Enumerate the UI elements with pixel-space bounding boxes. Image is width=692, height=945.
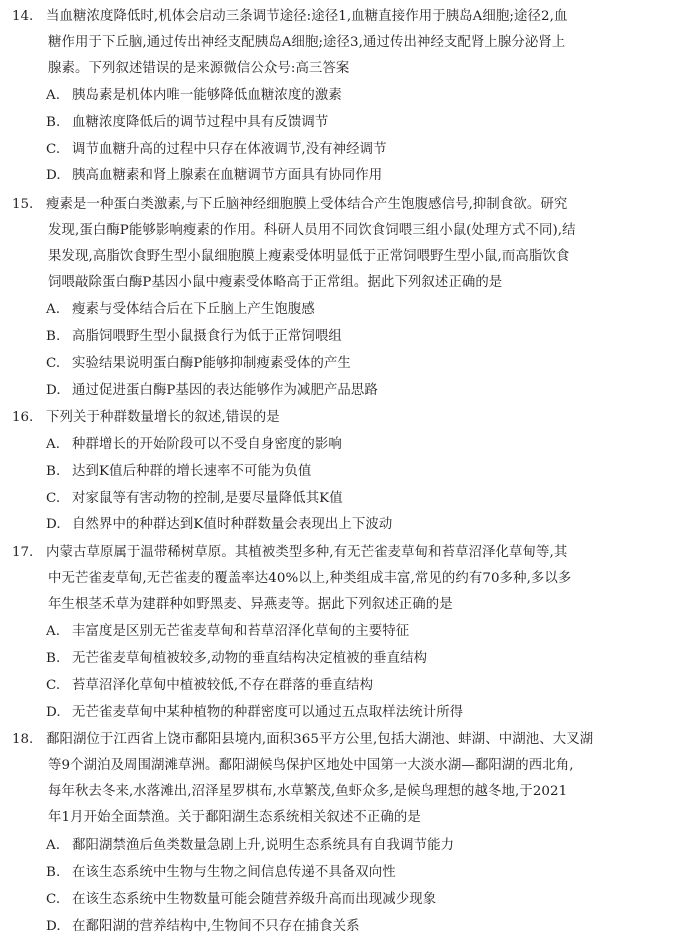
option-text: 丰富度是区别无芒雀麦草甸和苔草沼泽化草甸的主要特征 — [72, 624, 410, 639]
option-letter: D. — [46, 705, 61, 720]
option-letter: C. — [46, 892, 61, 907]
option-c — [46, 890, 436, 910]
option-a — [46, 622, 409, 642]
option-text: 在该生态系统中生物数量可能会随营养级升高而出现减少现象 — [72, 892, 437, 907]
option-letter: A. — [46, 302, 61, 317]
option-a — [46, 836, 454, 856]
option-letter: D. — [46, 517, 61, 532]
option-text: 对家鼠等有害动物的控制,是要尽量降低其K值 — [72, 491, 343, 506]
question-number: 14. — [12, 9, 34, 24]
question-stem-line: 鄱阳湖位于江西省上饶市鄱阳县境内,面积365平方公里,包括大湖池、蚌湖、中湖池、大叉湖 — [46, 732, 594, 747]
question-stem-line: 中无芒雀麦草甸,无芒雀麦的覆盖率达40%以上,种类组成丰富,常见的约有70多种,多以多 — [48, 571, 572, 586]
option-b — [46, 649, 427, 669]
question-stem-line: 当血糖浓度降低时,机体会启动三条调节途径:途径1,血糖直接作用于胰岛A细胞;途径2,血 — [46, 9, 568, 24]
option-letter: D. — [46, 919, 61, 934]
option-letter: B. — [46, 464, 61, 479]
question-number: 18. — [12, 732, 34, 747]
option-c — [46, 489, 343, 509]
option-b — [46, 462, 311, 482]
question-stem-line: 下列关于种群数量增长的叙述,错误的是 — [46, 410, 280, 425]
option-letter: C. — [46, 678, 61, 693]
option-letter: D. — [46, 383, 61, 398]
question-stem-line: 糖作用于下丘脑,通过传出神经支配胰岛A细胞;途径3,通过传出神经支配肾上腺分泌肾上 — [48, 35, 566, 50]
option-text: 胰高血糖素和肾上腺素在血糖调节方面具有协同作用 — [72, 168, 383, 183]
option-letter: C. — [46, 356, 61, 371]
option-letter: C. — [46, 142, 61, 157]
option-a — [46, 86, 342, 106]
option-a — [46, 300, 315, 320]
option-text: 苔草沼泽化草甸中植被较低,不存在群落的垂直结构 — [72, 678, 374, 693]
question-stem-line: 年生根茎禾草为建群种如野黑麦、异燕麦等。据此下列叙述正确的是 — [48, 597, 453, 612]
option-text: 实验结果说明蛋白酶P能够抑制瘦素受体的产生 — [72, 356, 351, 371]
option-b — [46, 327, 342, 347]
option-letter: C. — [46, 491, 61, 506]
option-text: 无芒雀麦草甸中某种植物的种群密度可以通过五点取样法统计所得 — [72, 705, 464, 720]
option-text: 在鄱阳湖的营养结构中,生物间不只存在捕食关系 — [72, 919, 360, 934]
option-text: 通过促进蛋白酶P基因的表达能够作为减肥产品思路 — [72, 383, 378, 398]
option-text: 自然界中的种群达到K值时种群数量会表现出上下波动 — [72, 517, 393, 532]
option-text: 种群增长的开始阶段可以不受自身密度的影响 — [72, 437, 342, 452]
question-stem-line: 饲喂敲除蛋白酶P基因小鼠中瘦素受体略高于正常组。据此下列叙述正确的是 — [48, 275, 503, 290]
question-stem-line: 腺素。下列叙述错误的是来源微信公众号:高三答案 — [48, 61, 350, 76]
option-b — [46, 113, 328, 133]
question-stem-line: 发现,蛋白酶P能够影响瘦素的作用。科研人员用不同饮食饲喂三组小鼠(处理方式不同),结 — [48, 223, 576, 238]
option-letter: A. — [46, 624, 61, 639]
option-letter: B. — [46, 651, 61, 666]
option-letter: A. — [46, 437, 61, 452]
option-b — [46, 863, 396, 883]
option-text: 瘦素与受体结合后在下丘脑上产生饱腹感 — [72, 302, 315, 317]
option-letter: B. — [46, 329, 61, 344]
question-stem-line: 果发现,高脂饮食野生型小鼠细胞膜上瘦素受体明显低于正常饲喂野生型小鼠,而高脂饮食 — [48, 249, 570, 264]
option-text: 无芒雀麦草甸植被较多,动物的垂直结构决定植被的垂直结构 — [72, 651, 428, 666]
option-c — [46, 140, 387, 160]
question-number: 17. — [12, 545, 34, 560]
option-letter: B. — [46, 865, 61, 880]
option-text: 血糖浓度降低后的调节过程中具有反馈调节 — [72, 115, 329, 130]
option-letter: D. — [46, 168, 61, 183]
question-stem-line: 每年秋去冬来,水落滩出,沼泽星罗棋布,水草繁茂,鱼虾众多,是候鸟理想的越冬地,于2021 — [48, 784, 568, 799]
option-d — [46, 515, 392, 535]
option-text: 高脂饲喂野生型小鼠摄食行为低于正常饲喂组 — [72, 329, 342, 344]
option-c — [46, 354, 351, 374]
option-letter: B. — [46, 115, 61, 130]
option-d — [46, 381, 378, 401]
option-text: 调节血糖升高的过程中只存在体液调节,没有神经调节 — [72, 142, 387, 157]
option-text: 鄱阳湖禁渔后鱼类数量急剧上升,说明生态系统具有自我调节能力 — [72, 838, 455, 853]
option-text: 达到K值后种群的增长速率不可能为负值 — [72, 464, 312, 479]
option-text: 胰岛素是机体内唯一能够降低血糖浓度的激素 — [72, 88, 342, 103]
option-c — [46, 676, 373, 696]
option-letter: A. — [46, 838, 61, 853]
question-number: 15. — [12, 197, 34, 212]
option-d — [46, 703, 463, 723]
question-stem-line: 内蒙古草原属于温带稀树草原。其植被类型多种,有无芒雀麦草甸和苔草沼泽化草甸等,其 — [46, 545, 568, 560]
option-a — [46, 435, 342, 455]
option-d — [46, 917, 360, 937]
option-d — [46, 166, 382, 186]
option-text: 在该生态系统中生物与生物之间信息传递不具备双向性 — [72, 865, 396, 880]
question-number: 16. — [12, 410, 34, 425]
question-stem-line: 等9个湖泊及周围湖滩草洲。鄱阳湖候鸟保护区地处中国第一大淡水湖—鄱阳湖的西北角, — [48, 758, 574, 773]
question-stem-line: 瘦素是一种蛋白类激素,与下丘脑神经细胞膜上受体结合产生饱腹感信号,抑制食欲。研究 — [46, 197, 568, 212]
option-letter: A. — [46, 88, 61, 103]
question-stem-line: 年1月开始全面禁渔。关于鄱阳湖生态系统相关叙述不正确的是 — [48, 810, 421, 825]
